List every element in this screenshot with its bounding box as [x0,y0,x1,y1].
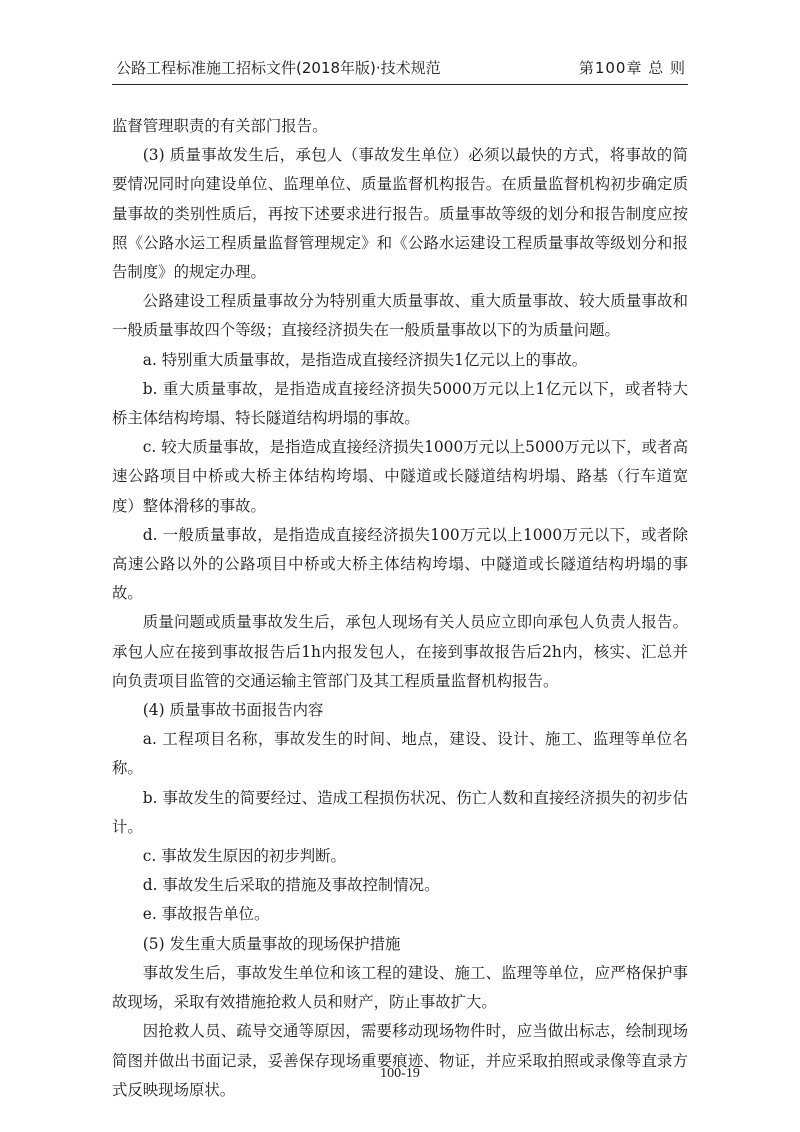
paragraph: 质量问题或质量事故发生后，承包人现场有关人员应立即向承包人负责人报告。承包人应在接到事故报告后1h内报发包人，在接到事故报告后2h内，核实、汇总并向负责项目监管的交通运输主管部门及其工程质量监督机构报告。 [112,613,688,690]
paragraph: (5) 发生重大质量事故的现场保护措施 [142,934,401,953]
paragraph: (4) 质量事故书面报告内容 [142,701,324,720]
paragraph: a. 特别重大质量事故，是指造成直接经济损失1亿元以上的事故。 [142,350,588,369]
paragraph: 因抢救人员、疏导交通等原因，需要移动现场物件时，应当做出标志，绘制现场简图并做出书面记录，妥善保存现场重要痕迹、物证，并应采取拍照或录像等直录方式反映现场原状。 [112,1022,688,1099]
header-divider [112,84,688,85]
paragraph: 事故发生后，事故发生单位和该工程的建设、施工、监理等单位，应严格保护事故现场，采取有效措施抢救人员和财产，防止事故扩大。 [112,963,688,1012]
paragraph: d. 事故发生后采取的措施及事故控制情况。 [142,876,440,895]
page-number: 100-19 [380,1066,420,1081]
paragraph: a. 工程项目名称，事故发生的时间、地点，建设、设计、施工、监理等单位名称。 [112,730,688,778]
page-header [112,52,688,86]
paragraph: d. 一般质量事故，是指造成直接经济损失100万元以上1000万元以下，或者除高速公路以外的公路项目中桥或大桥主体结构垮塌、中隧道或长隧道结构坍塌的事故。 [112,525,688,603]
chapter-title: 第100章 总 则 [578,59,686,77]
paragraph: (3) 质量事故发生后，承包人（事故发生单位）必须以最快的方式，将事故的简要情况同时向建设单位、监理单位、质量监督机构报告。在质量监督机构初步确定质量事故的类别性质后，再按下述要求进行报告。质量事故等级的划分和报告制度应按照《公路水运工程质量监督管理规定》和《公路水运建设工程质量事故等级划分和报告制度》的规定办理。 [112,146,688,282]
document-title: 公路工程标准施工招标文件(2018年版)·技术规范 [116,59,441,77]
paragraph: 公路建设工程质量事故分为特别重大质量事故、重大质量事故、较大质量事故和一般质量事故四个等级；直接经济损失在一般质量事故以下的为质量问题。 [112,292,688,340]
body-text [112,112,688,1105]
paragraph: c. 事故发生原因的初步判断。 [142,847,346,866]
paragraph: 监督管理职责的有关部门报告。 [112,117,328,135]
paragraph: c. 较大质量事故，是指造成直接经济损失1000万元以上5000万元以下，或者高速公路项目中桥或大桥主体结构垮塌、中隧道或长隧道结构坍塌、路基（行车道宽度）整体滑移的事故。 [112,438,688,515]
paragraph: b. 重大质量事故，是指造成直接经济损失5000万元以上1亿元以下，或者特大桥主体结构垮塌、特长隧道结构坍塌的事故。 [112,379,688,428]
paragraph: e. 事故报告单位。 [142,905,270,924]
paragraph: b. 事故发生的简要经过、造成工程损伤状况、伤亡人数和直接经济损失的初步估计。 [112,788,688,836]
